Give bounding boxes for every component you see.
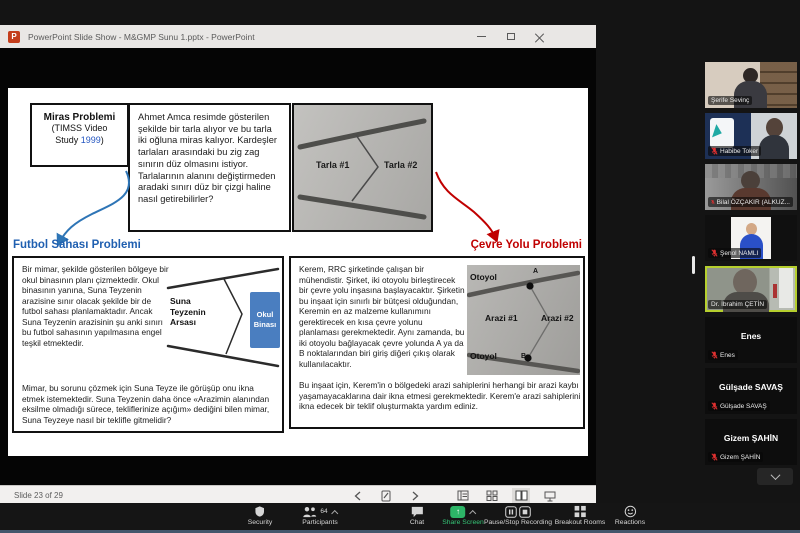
pause-stop-recording-button[interactable]: Pause/Stop Recording: [484, 505, 552, 526]
share-screen-icon: ↑: [451, 506, 466, 518]
window-title: PowerPoint Slide Show - M&GMP Sunu 1.pptx - PowerPoint: [28, 31, 255, 42]
participant-display-name: Gülşade SAVAŞ: [719, 382, 783, 392]
participant-tile[interactable]: [705, 62, 797, 108]
miras-problemi-box: [30, 103, 129, 167]
muted-mic-icon: [711, 198, 715, 206]
arazi2-label: Arazi #2: [541, 313, 574, 323]
point-b-label: B: [521, 353, 527, 360]
pause-recording-icon: [505, 506, 517, 518]
muted-mic-icon: [711, 249, 718, 257]
futbol-paragraph-2: Mimar, bu sorunu çözmek için Suna Teyze ile görüşüp onu ikna etmek istemektedir. Suna Teyzenin daha önce «Arazimin alanından eksilme olmadığı sürece, tekliflerinize açığım» dediğini bilen mimar, Suna Teyzeye nasıl bir teklifle gitmelidir?: [22, 383, 270, 425]
muted-mic-icon: [711, 351, 718, 359]
red-curved-arrow: [436, 172, 496, 239]
previous-slide-button[interactable]: [348, 488, 366, 504]
chevron-left-icon: [354, 491, 361, 501]
shield-icon: [254, 505, 266, 518]
slide-sorter-view-button[interactable]: [483, 488, 501, 504]
slide-canvas[interactable]: [8, 88, 588, 456]
collapse-panel-button[interactable]: [757, 468, 793, 485]
participant-tile[interactable]: [705, 215, 797, 261]
miras-title: Miras Problemi: [43, 112, 116, 123]
zoom-toolbar: [0, 503, 800, 530]
participant-count-badge: 64: [320, 508, 328, 515]
participant-name-label: Habibe Toker: [708, 146, 761, 156]
minimize-icon: [477, 36, 486, 37]
point-a-label: A: [533, 268, 539, 275]
otoyol-diagram: [467, 265, 580, 375]
cevre-heading: Çevre Yolu Problemi: [470, 239, 582, 251]
breakout-rooms-icon: [574, 505, 587, 518]
participant-name-label: Bilal ÖZÇAKIR (ALKUZ...: [708, 197, 793, 207]
chat-button[interactable]: Chat: [410, 505, 424, 526]
suna-arsa-label: Suna Teyzenin Arsası: [170, 296, 206, 328]
cevre-problem-box: [289, 256, 585, 429]
miras-subtitle-line1: (TIMSS Video: [51, 123, 108, 133]
cevre-paragraph-1: Kerem, RRC şirketinde çalışan bir mühendistir. Şirket, iki otoyolu birleştirecek bir çevre yolu inşasına başlayacaktır. Şirketin bu inşaat için sınırlı bir bütçesi olduğundan, Keremin en az malzeme kullanımını gerektirecek en kısa çevre yolunu planlaması gerekmektedir. Aynı zamanda, bu iki otoyolu bağlayacak çevre yolunda A ya da B noktalarından biri giriş diğeri çıkış olarak kullanılacaktır.: [299, 264, 465, 369]
slideshow-area: [0, 48, 596, 485]
participant-tile[interactable]: [705, 419, 797, 465]
participants-button[interactable]: 64 Participants: [302, 505, 338, 526]
next-slide-button[interactable]: [406, 488, 424, 504]
tarla-diagram: [292, 103, 433, 232]
otoyol-bottom-label: Otoyol: [470, 351, 497, 361]
futbol-heading: Futbol Sahası Problemi: [13, 239, 141, 251]
slide-sorter-icon: [486, 490, 498, 501]
slideshow-icon: [544, 490, 556, 502]
chevron-up-icon[interactable]: [332, 509, 339, 516]
participants-panel: [705, 62, 797, 470]
suna-arsa-diagram: [166, 266, 282, 378]
breakout-rooms-button[interactable]: Breakout Rooms: [555, 505, 606, 526]
minimize-button[interactable]: [467, 25, 496, 48]
participant-name-label: Şerife Sevinç: [708, 96, 752, 105]
cevre-paragraph-2: Bu inşaat için, Kerem'in o bölgedeki arazi sahiplerini herhangi bir arazi kaybı yaşamayacaklarına dair ikna etmesi gerekmektedir. Kerem'e arazi sahiplerini ikna edecek bir teklif oluşturmakta yardım ediniz.: [299, 380, 581, 412]
chevron-down-icon: [770, 470, 780, 480]
titlebar[interactable]: [0, 25, 596, 48]
participant-name-label: Gülşade SAVAŞ: [708, 401, 770, 411]
participants-icon: [302, 506, 317, 518]
tarla2-label: Tarla #2: [384, 160, 418, 170]
slide-counter: Slide 23 of 29: [14, 491, 63, 500]
panel-scrollbar[interactable]: [692, 256, 695, 274]
participant-tile[interactable]: [705, 113, 797, 159]
university-logo: [710, 118, 734, 148]
powerpoint-window: [0, 25, 596, 505]
participant-name-label: Dr. İbrahim ÇETİN: [708, 300, 767, 309]
arazi1-label: Arazi #1: [485, 313, 518, 323]
chevron-right-icon: [412, 491, 419, 501]
participant-display-name: Enes: [740, 331, 762, 341]
participant-name-label: Gizem ŞAHİN: [708, 452, 763, 462]
presenter-statusbar: [0, 485, 596, 505]
muted-mic-icon: [711, 147, 718, 155]
normal-view-icon: [457, 490, 469, 501]
reading-view-button[interactable]: [512, 488, 530, 504]
blue-curved-arrow: [59, 171, 129, 243]
intro-text: Ahmet Amca resimde gösterilen şekilde bir tarla alıyor ve bu tarla iki oğluna miras kalıyor. Kardeşler tarlaları arasındaki bu zig zag sınırın düz olmasını istiyor. Tarlalarının alanını değiştirmeden aradaki sınırı düz bir çizgi haline nasıl getirebilirler?: [138, 112, 277, 204]
pen-tools-button[interactable]: [377, 488, 395, 504]
reactions-button[interactable]: Reactions: [615, 505, 645, 526]
futbol-problem-box: [12, 256, 284, 433]
normal-view-button[interactable]: [454, 488, 472, 504]
chevron-up-icon[interactable]: [469, 509, 476, 516]
maximize-icon: [507, 33, 515, 40]
chat-bubble-icon: [410, 506, 423, 518]
miras-year: 1999: [80, 134, 101, 145]
participant-tile[interactable]: [705, 368, 797, 414]
close-icon: [535, 32, 544, 41]
reactions-smiley-icon: [623, 505, 636, 518]
participant-tile[interactable]: [705, 164, 797, 210]
muted-mic-icon: [711, 453, 718, 461]
pen-icon: [381, 490, 392, 502]
powerpoint-logo-icon: P: [8, 31, 20, 43]
maximize-button[interactable]: [496, 25, 525, 48]
miras-subtitle-line2: Study 1999): [55, 134, 104, 145]
reading-view-icon: [515, 490, 528, 501]
otoyol-top-label: Otoyol: [470, 272, 497, 282]
close-button[interactable]: [525, 25, 554, 48]
okul-binasi-box: Okul Binası: [250, 292, 280, 348]
participant-tile-active-speaker[interactable]: [705, 266, 797, 312]
participant-display-name: Gizem ŞAHİN: [723, 433, 779, 443]
tarla1-label: Tarla #1: [316, 160, 350, 170]
intro-textbox: [128, 103, 291, 232]
stop-recording-icon: [519, 506, 531, 518]
security-button[interactable]: Security: [248, 505, 273, 526]
share-screen-button[interactable]: ↑ Share Screen: [442, 507, 484, 526]
participant-name-label: Şenol NAMLI: [708, 248, 761, 258]
participant-name-label: Enes: [708, 350, 738, 360]
participant-tile[interactable]: [705, 317, 797, 363]
slideshow-view-button[interactable]: [541, 488, 559, 504]
futbol-paragraph-1: Bir mimar, şekilde gösterilen bölgeye bir okul binasının planı çizmektedir. Okul binasının yanına, Suna Teyzenin arazisine sınır olacak şekilde bir de futbol sahası planlamaktadır. Ancak Suna Teyzenin arazisinin şu anki sınırı bu futbol sahasının yapılmasına engel teşkil etmektedir.: [22, 264, 169, 348]
muted-mic-icon: [711, 402, 718, 410]
window-controls: [467, 25, 554, 48]
